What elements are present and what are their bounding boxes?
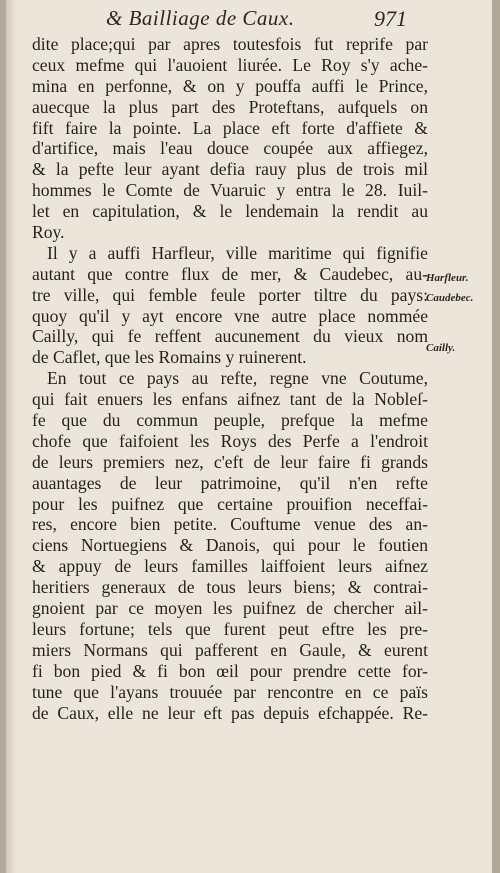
running-head: & Bailliage de Caux.: [106, 6, 295, 30]
text-line: hommes le Comte de Vuaruic y entra le 28. Iuil-: [32, 180, 428, 201]
text-line: fe que du commun peuple, prefque la mefme: [32, 410, 428, 431]
page-gutter-shadow: [6, 0, 16, 873]
text-line: Cailly, qui fe reffent aucunement du vieux nom: [32, 326, 428, 347]
margin-note-cailly: Cailly.: [426, 342, 456, 354]
text-line: auantages de leur patrimoine, qu'il n'en refte: [32, 472, 428, 493]
text-line: res, encore bien petite. Couftume venue des an-: [32, 514, 428, 535]
text-line: tune que l'ayans trouuée par rencontre en ce païs: [32, 681, 428, 702]
text-line: de Caflet, que les Romains y ruinerent.: [32, 347, 307, 368]
text-line: pour les puifnez que certaine prouifion neceffai-: [32, 493, 428, 514]
text-line: ceux mefme qui l'auoient liurée. Le Roy s'y ache-: [32, 54, 428, 75]
text-line: qui fait enuers les enfans aifnez tant de la Nobleſ-: [32, 389, 428, 410]
text-line: autant que contre flux de mer, & Caudebec, au-: [32, 263, 428, 284]
text-line: miers Normans qui pafferent en Gaule, & eurent: [32, 639, 428, 660]
text-line: ciens Nortuegiens & Danois, qui pour le foutien: [32, 535, 428, 556]
text-line: & la pefte leur ayant defia rauy plus de trois mil: [32, 159, 428, 180]
text-line: mina en perfonne, & on y pouffa auffi le Prince,: [32, 75, 428, 96]
text-line: d'artifice, mais l'eau douce coupée aux affiegez,: [32, 138, 428, 159]
text-line: dite place;qui par apres toutesfois fut reprife par: [32, 34, 428, 54]
text-line: & appuy de leurs familles laiffoient leurs aifnez: [32, 556, 428, 577]
text-line: heritiers generaux de tous leurs biens; & contrai-: [32, 577, 428, 598]
text-line: En tout ce pays au refte, regne vne Coutume,: [47, 368, 428, 389]
text-line: de leurs premiers nez, c'eft de leur faire fi grands: [32, 451, 428, 472]
text-line: Roy.: [32, 222, 65, 243]
margin-note-caudebec: Caudebec.: [426, 292, 474, 304]
text-line: auecque la plus part des Proteftans, aufquels on: [32, 96, 428, 117]
text-line: fi bon pied & fi bon œil pour prendre cette for-: [32, 660, 428, 681]
page-number: 971: [374, 6, 407, 31]
text-line: let en capitulation, & le lendemain la rendit au: [32, 201, 428, 222]
text-line: quoy qu'il y ayt encore vne autre place nommée: [32, 305, 428, 326]
text-line: chofe que faifoient les Roys des Perfe a l'endroit: [32, 430, 428, 451]
text-line: gnoient par ce moyen les puifnez de chercher ail-: [32, 598, 428, 619]
book-page: [6, 0, 492, 873]
margin-note-harfleur: Harfleur.: [426, 272, 469, 284]
text-line: fift faire la pointe. La place eft forte d'affiete &: [32, 117, 428, 138]
text-line: de Caux, elle ne leur eft pas depuis efchappée. Re-: [32, 702, 428, 723]
text-line: tre ville, qui femble feule porter tiltre du pays:: [32, 284, 428, 305]
body-text: [32, 34, 428, 723]
text-line: Il y a auffi Harfleur, ville maritime qui fignifie: [47, 242, 428, 263]
text-line: leurs fortune; tels que furent peut eftre les pre-: [32, 618, 428, 639]
